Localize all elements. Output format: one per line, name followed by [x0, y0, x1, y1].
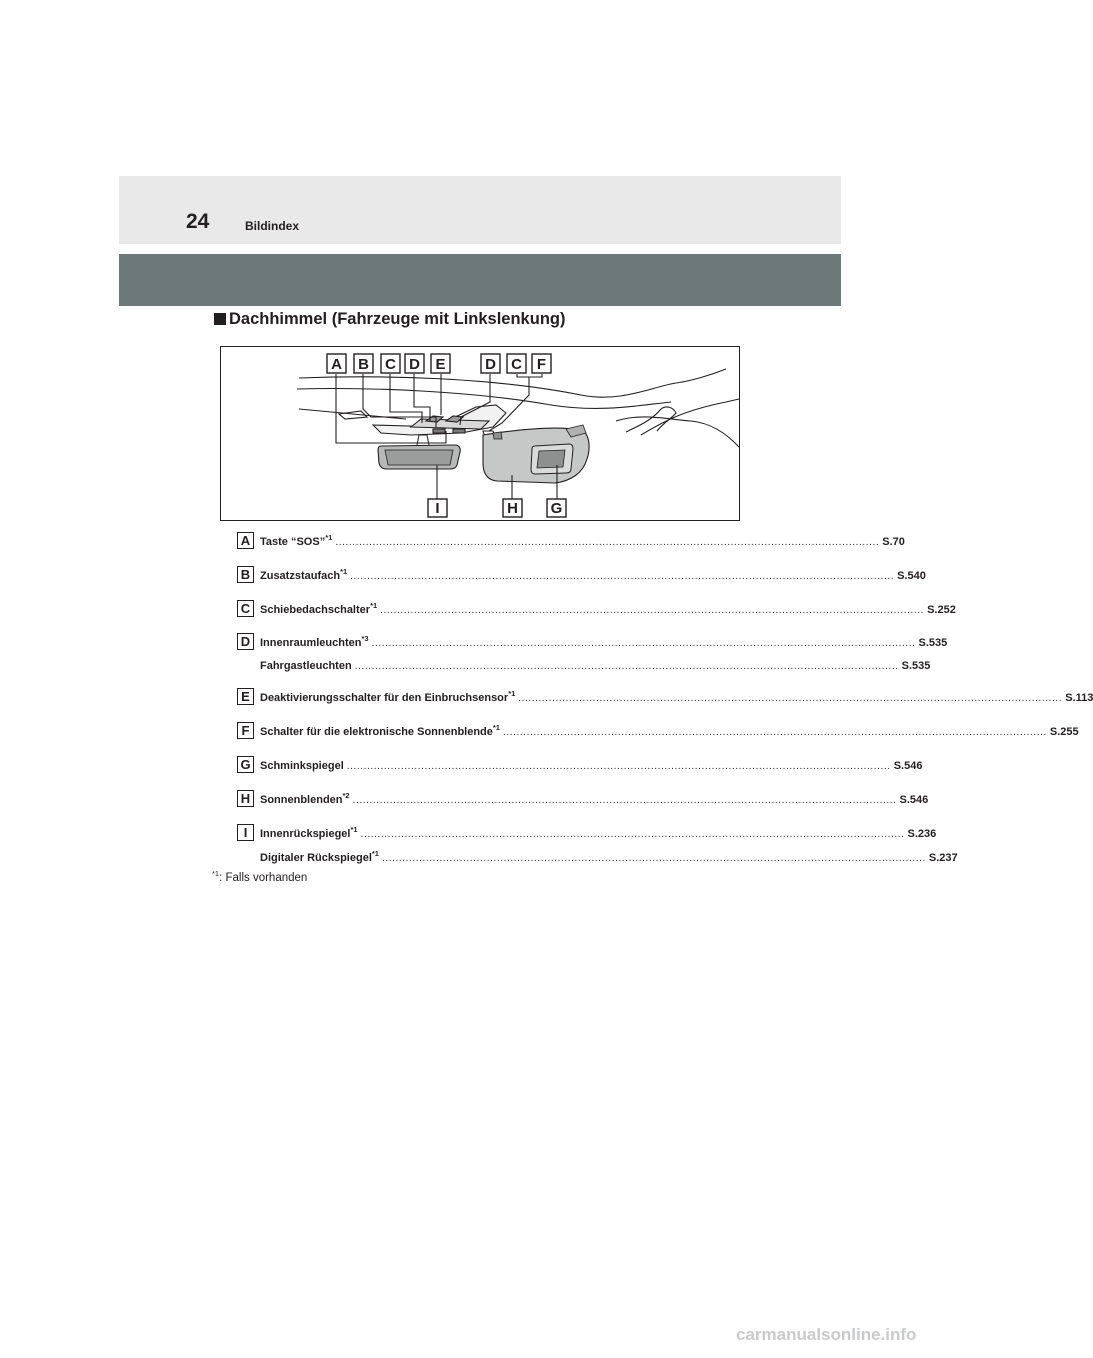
callout-letter: A — [331, 356, 342, 373]
entry-row[interactable] — [260, 790, 929, 806]
leader-dots: ................................................................................................................................................................. — [360, 829, 905, 840]
entry-label: Innenraumleuchten$^{*3}$ — [260, 634, 369, 649]
entry-marker: E — [237, 688, 254, 705]
entry-note: *1 — [492, 723, 500, 732]
entry-marker: G — [237, 756, 254, 773]
leader-dots: ................................................................................................................................................................. — [502, 727, 1047, 738]
entry-label: Schalter für die elektronische Sonnenblende$^{*1}$ — [260, 723, 500, 738]
entry-row[interactable] — [260, 566, 926, 582]
callout-letter: H — [507, 500, 518, 517]
heading-square-icon — [214, 313, 226, 325]
entry-label: Innenrückspiegel$^{*1}$ — [260, 825, 358, 840]
entry-note: *1 — [340, 567, 348, 576]
chapter-band — [119, 254, 841, 306]
callout-top-1 — [327, 354, 346, 373]
entry-marker: A — [237, 532, 254, 549]
entry-label: Sonnenblenden$^{*2}$ — [260, 791, 350, 806]
leader-dots: ................................................................................................................................................................. — [335, 537, 880, 548]
entry-marker: D — [237, 633, 254, 650]
entry-row[interactable] — [260, 722, 1079, 738]
callout-letter: F — [536, 356, 547, 373]
entry-row[interactable] — [260, 688, 1093, 704]
entry-note: *1 — [508, 689, 516, 698]
entry-marker: H — [237, 790, 254, 807]
entry-page[interactable]: S.113 — [1065, 692, 1093, 704]
header-band — [119, 176, 841, 244]
entry-marker: F — [237, 722, 254, 739]
entry-note: *2 — [342, 791, 350, 800]
footnote — [212, 869, 308, 884]
entry-note: *3 — [361, 634, 369, 643]
entry-marker: C — [237, 600, 254, 617]
leader-dots: ................................................................................................................................................................. — [350, 571, 895, 582]
leader-dots: ................................................................................................................................................................. — [371, 638, 916, 649]
footnote-mark: *1 — [212, 869, 220, 878]
entry-note: *1 — [350, 825, 358, 834]
callout-top-8 — [532, 354, 551, 373]
callout-letter: E — [435, 356, 446, 373]
callout-bottom-2 — [503, 499, 522, 517]
entry-page[interactable]: S.535 — [918, 637, 948, 649]
entry-label: Fahrgastleuchten — [260, 660, 352, 672]
callout-letter: D — [409, 356, 420, 373]
watermark: carmanualsonline.info — [736, 1325, 917, 1344]
entry-row[interactable] — [260, 848, 958, 864]
entry-page[interactable]: S.546 — [899, 794, 929, 806]
entry-row[interactable] — [260, 633, 948, 649]
entry-label: Taste “SOS”$^{*1}$ — [260, 533, 333, 548]
entry-label: Schiebedachschalter$^{*1}$ — [260, 601, 378, 616]
entry-note: *1 — [370, 601, 378, 610]
entry-page[interactable]: S.535 — [901, 660, 931, 672]
callout-top-7 — [507, 354, 526, 373]
callout-top-6 — [481, 354, 500, 373]
callout-bottom-3 — [547, 499, 566, 517]
entry-page[interactable]: S.540 — [897, 570, 926, 582]
callout-letter: G — [550, 500, 563, 517]
callout-letter: D — [485, 356, 496, 373]
roof-illustration — [220, 346, 740, 521]
leader-dots: ................................................................................................................................................................. — [380, 605, 925, 616]
heading-text: Dachhimmel (Fahrzeuge mit Linkslenkung) — [229, 310, 566, 328]
entry-marker: I — [237, 824, 254, 841]
section-heading — [214, 310, 565, 329]
callout-bottom-1 — [428, 499, 447, 517]
entry-row[interactable] — [260, 824, 937, 840]
entry-page[interactable]: S.255 — [1049, 726, 1079, 738]
leader-dots: ................................................................................................................................................................. — [352, 795, 897, 806]
roof-illustration-drawing — [221, 347, 739, 520]
callout-letter: I — [435, 500, 440, 517]
entry-note: *1 — [325, 533, 333, 542]
callout-letter: B — [358, 356, 369, 373]
entry-label: Deaktivierungsschalter für den Einbruchsensor$^{*1}$ — [260, 689, 516, 704]
section-name: Bildindex — [245, 219, 300, 233]
entry-page[interactable]: S.70 — [882, 536, 905, 548]
leader-dots: ................................................................................................................................................................. — [354, 661, 899, 672]
callout-top-5 — [431, 354, 450, 373]
entry-page[interactable]: S.546 — [893, 760, 923, 772]
entry-marker: B — [237, 566, 254, 583]
entry-row[interactable] — [260, 756, 923, 772]
entry-row[interactable] — [260, 600, 956, 616]
callout-letter: C — [511, 356, 522, 373]
entry-label: Schminkspiegel — [260, 760, 344, 772]
page-number: 24 — [186, 210, 210, 233]
entry-page[interactable]: S.237 — [928, 852, 958, 864]
leader-dots: ................................................................................................................................................................. — [346, 761, 891, 772]
footnote-text: : Falls vorhanden — [219, 872, 308, 884]
entry-page[interactable]: S.236 — [907, 828, 937, 840]
entry-note: *1 — [371, 849, 379, 858]
callout-top-4 — [405, 354, 424, 373]
entry-label: Digitaler Rückspiegel$^{*1}$ — [260, 849, 379, 864]
callout-top-2 — [354, 354, 373, 373]
leader-dots: ................................................................................................................................................................. — [518, 693, 1063, 704]
leader-dots: ................................................................................................................................................................. — [381, 853, 926, 864]
callout-letter: C — [385, 356, 396, 373]
entry-label: Zusatzstaufach$^{*1}$ — [260, 567, 348, 582]
callout-top-3 — [381, 354, 400, 373]
entry-row[interactable] — [260, 532, 905, 548]
entry-page[interactable]: S.252 — [927, 604, 956, 616]
entry-row[interactable] — [260, 656, 931, 672]
